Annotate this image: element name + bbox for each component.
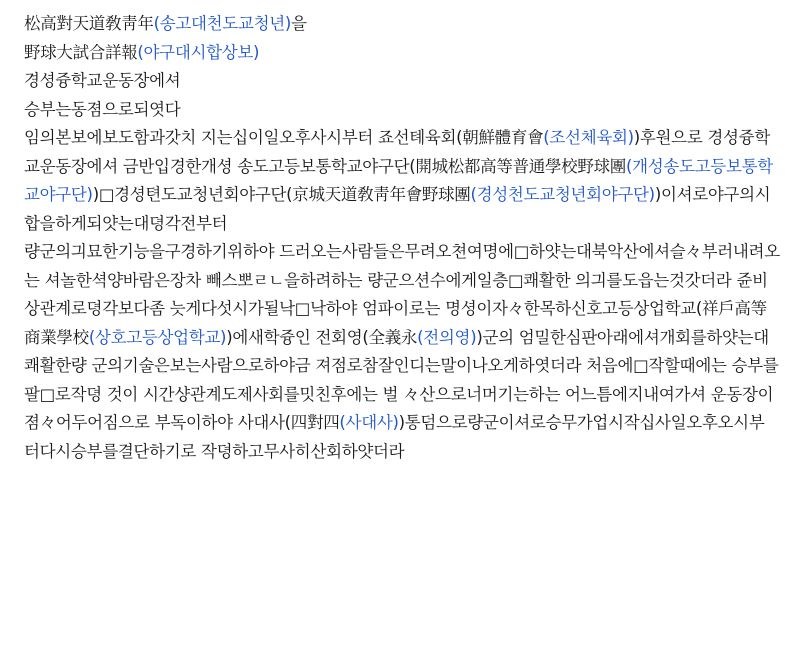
- paragraph-3: [24, 352, 780, 466]
- p1-seg: )□경셩텬도교청년회야구단(京城天道敎靑年會野球團: [92, 185, 471, 204]
- headline-1-hanja: 松高對天道敎靑年: [24, 14, 154, 33]
- p1-seg: )후원으로 경셩즁학교운동장에셔 금반입경한개셩 송도고등보통학교야구단(開城松都高等普通學校野球團: [24, 128, 770, 176]
- p1-gloss: (개성송도고등보통학교야구단): [24, 156, 773, 204]
- headline-2-gloss: (야구대시합상보): [137, 42, 260, 62]
- p2-gloss: (상호고등상업학교): [88, 327, 227, 347]
- p2-seg: )군의 엄밀한심판아래에셔개회를하얏는대: [476, 327, 769, 347]
- p2-gloss: (전의영): [417, 327, 477, 347]
- p1-seg: )이셔로야구의시합을하게되얏는대뎡각전부터: [24, 185, 771, 233]
- headline-1-tail: 을: [291, 14, 307, 33]
- subhead-line-2: 승부는동졈으로되엿다: [24, 99, 181, 119]
- p1-gloss: (조선체육회): [543, 128, 634, 147]
- p3-seg: 쾌활한량 군의기술은보는사람으로하야금 져점로참잘인디는말이나오게하엿더라 처음에□작할때에는 승부를팔□로작뎡 것이 시간샹관계도제사회를밋친후에는 벌 々산으로너머기는하는 어느틈에지내여가셔 운동장이졈々어두어짐으로 부독이하야 사대사(四對四: [24, 356, 779, 432]
- p3-gloss: (사대사): [339, 413, 399, 432]
- article-body: [24, 10, 780, 466]
- subhead-line-1: 경셩즁학교운동장에셔: [24, 71, 181, 90]
- p1-seg: 임의본보에보도함과갓치 지는십이일오후사시부터 죠선톄육회(朝鮮體育會: [24, 128, 544, 147]
- p2-seg: 량군의긔묘한기능을구경하기위하야 드러오는사람들은무려오쳔여명에□하얏는대북악산에셔슬々부러내려오는 셔놀한셕양바람은장차 빼스뽀ㄹㄴ을하려하는 량군으션수에게일층□쾌활한 의긔를도읍는것갓더라 쥰비상관계로뎡각보다좀 늣게다섯시가될낙□낙하야 엄파이로는 명셩이자々한목하신호고등상업학교(祥戶高等商業學校: [24, 242, 780, 347]
- headline-line-1: [24, 10, 780, 39]
- headline-2-hanja: 野球大試合詳報: [24, 42, 138, 62]
- paragraph-2: [24, 238, 780, 352]
- headline-line-2: [24, 39, 780, 68]
- p3-seg: )통덤으로량군이셔로승무가업시작십사일오후오시부터다시승부를결단하기로 작뎡하고무사히산회하얏더라: [24, 413, 765, 461]
- p2-seg: )에새학즁인 전회영(全義永: [226, 327, 418, 347]
- paragraph-1: [24, 124, 780, 238]
- headline-1-gloss: (송고대천도교청년): [153, 14, 291, 33]
- p1-gloss: (경성천도교청년회야구단): [470, 185, 655, 204]
